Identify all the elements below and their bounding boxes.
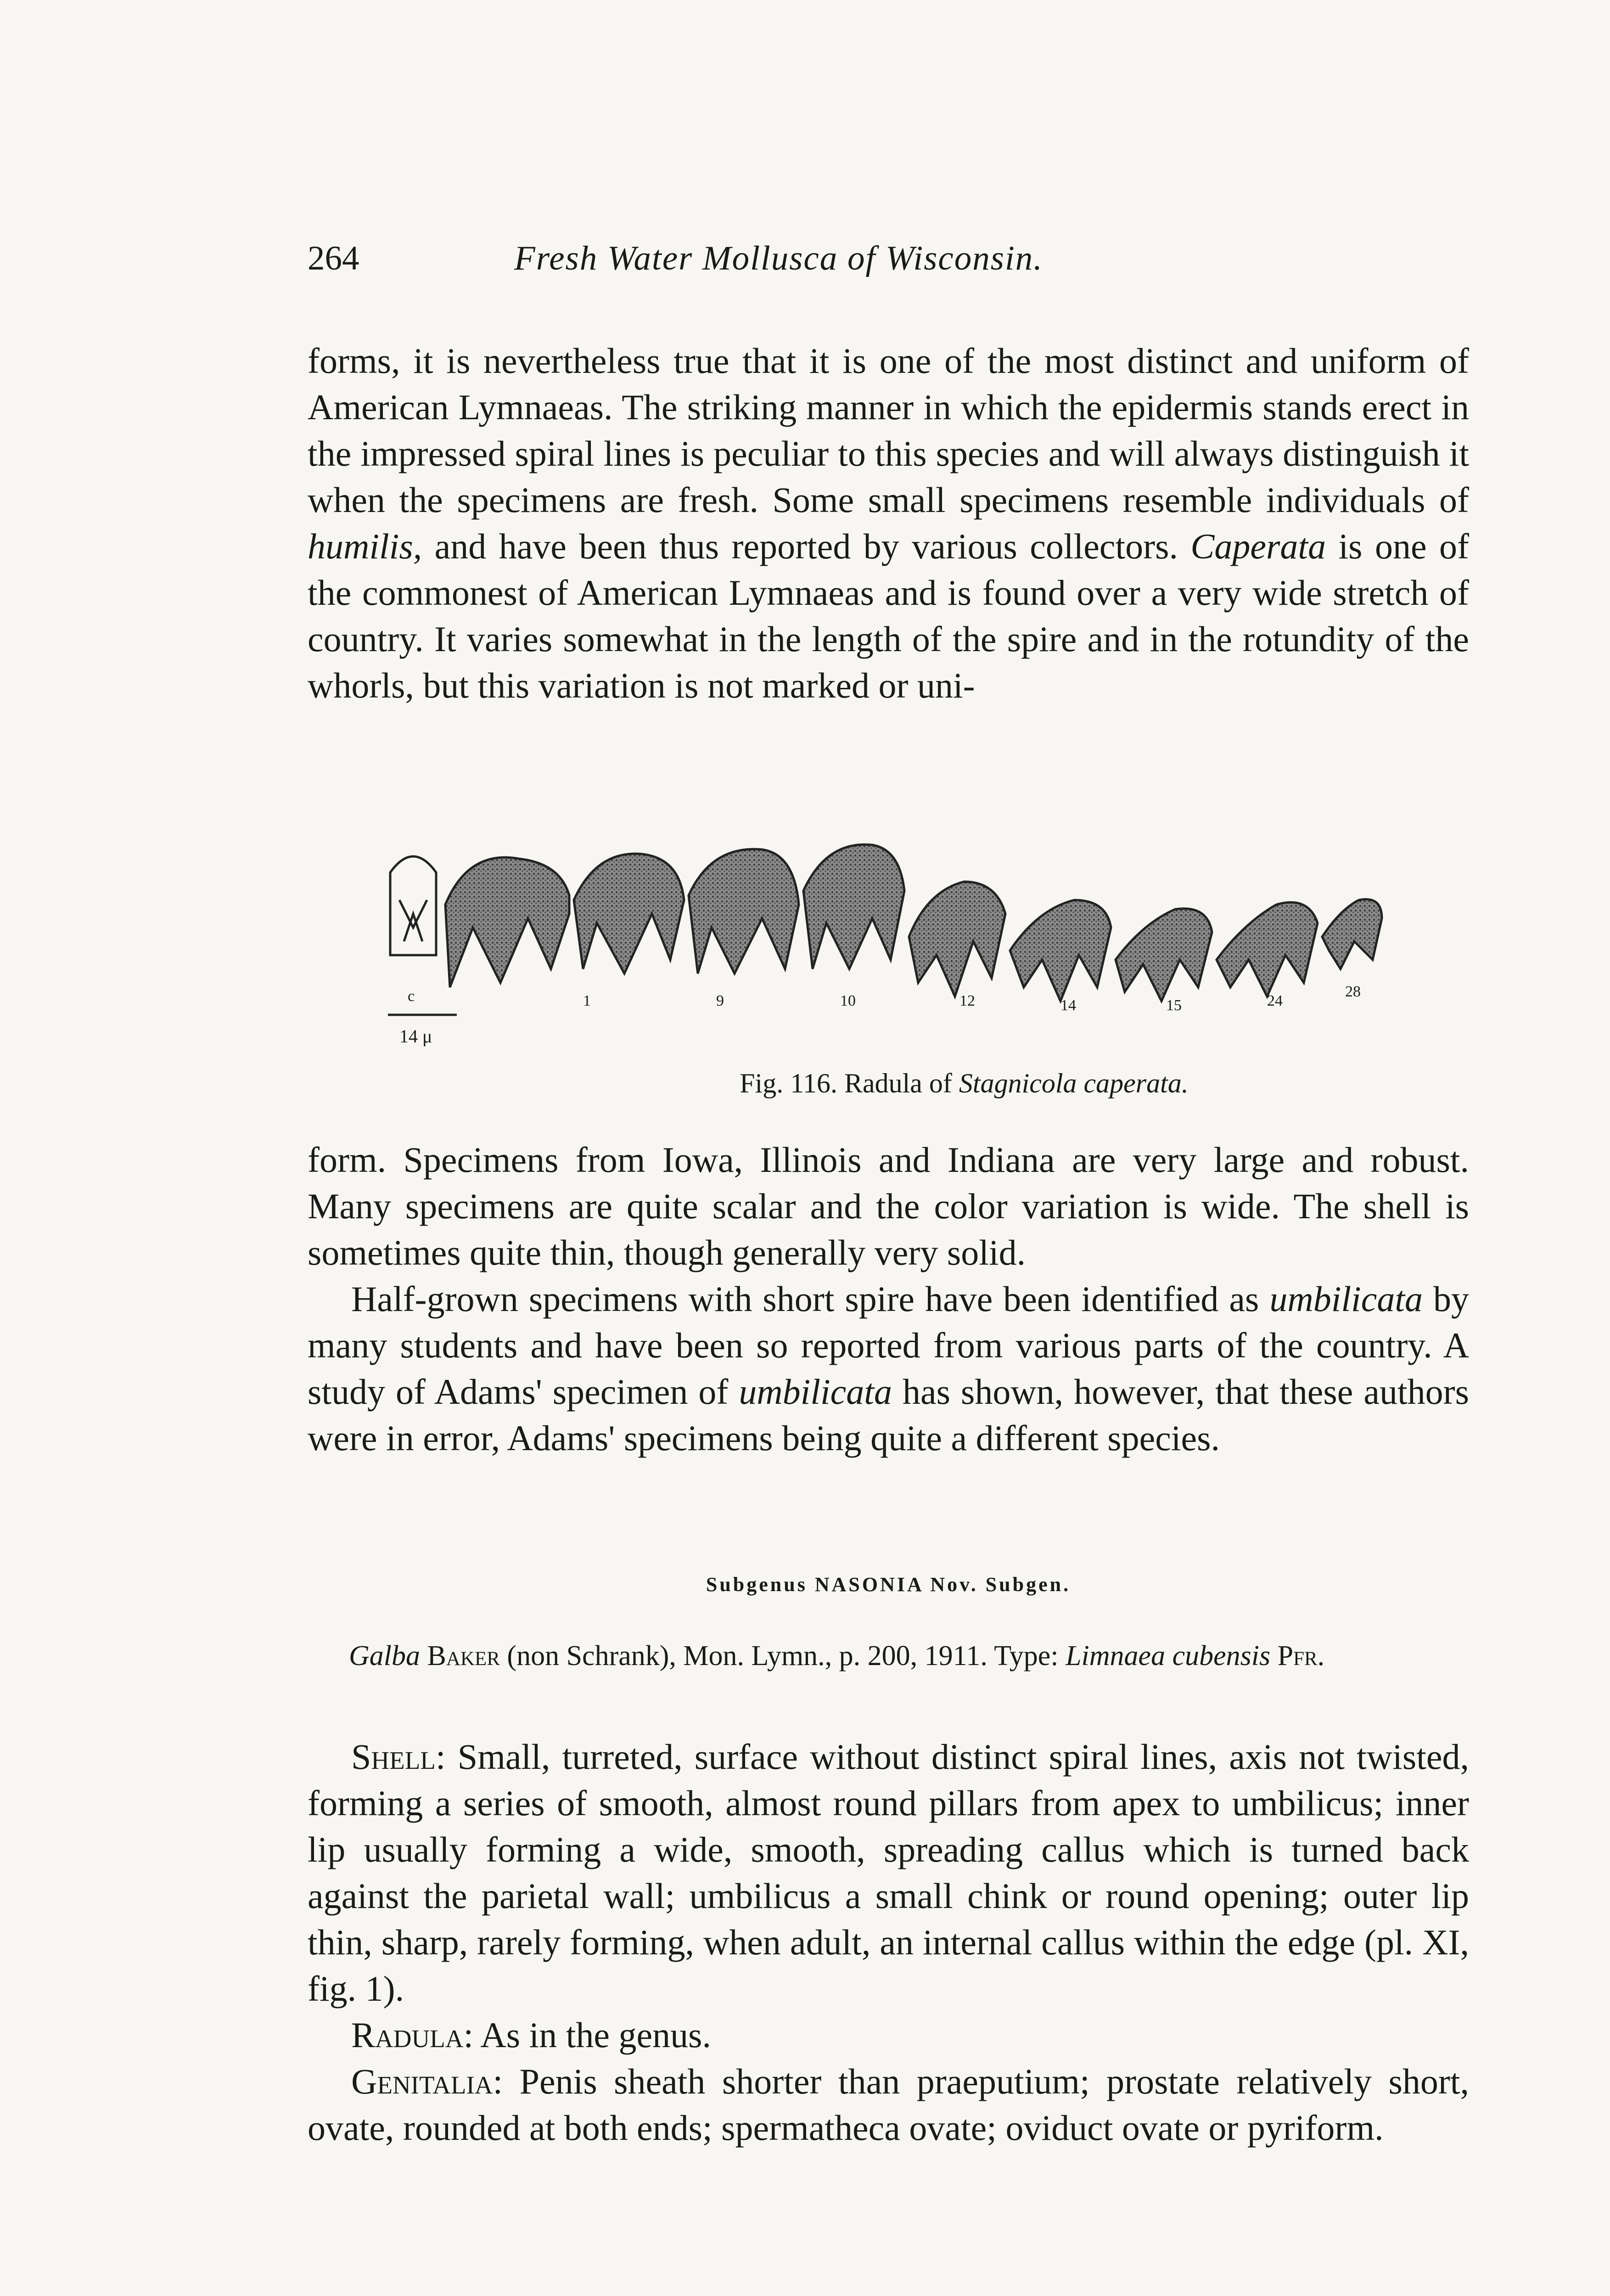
species-name: Caperata xyxy=(1190,526,1326,566)
tooth-number: 1 xyxy=(583,992,591,1009)
species-name: humilis, xyxy=(308,526,422,566)
paragraph-form: form. Specimens from Iowa, Illinois and Indiana are very large and robust. Many specimens are quite scalar and the color variation is wide. The shell is sometimes quite thin, though generally very solid. Half-grown specimens with short spire have been identified as umbilicata by many students and have been so reported from various parts of the country. A study of Adams' specimen of umbilicata has shown, however, that these authors were in error, Adams' specimens being quite a different species. xyxy=(308,1137,1469,1461)
tooth-number: c xyxy=(408,988,415,1005)
tooth-number: 15 xyxy=(1166,997,1182,1014)
radula-figure xyxy=(386,822,1386,1070)
tooth-number: 10 xyxy=(840,992,856,1009)
species-name: umbilicata xyxy=(739,1372,892,1412)
running-title: Fresh Water Mollusca of Wisconsin. xyxy=(514,239,1043,277)
subgenus-heading: Subgenus NASONIA Nov. Subgen. xyxy=(706,1573,1071,1596)
synonymy: Galba Baker (non Schrank), Mon. Lymn., p. 200, 1911. Type: Limnaea cubensis Pfr. xyxy=(349,1640,1325,1671)
tooth-number: 14 xyxy=(1060,997,1076,1014)
radula-drawing xyxy=(386,822,1386,1070)
tooth-number: 24 xyxy=(1267,992,1283,1009)
radula-description: Radula: As in the genus. xyxy=(351,2015,711,2055)
subgenus-description xyxy=(308,1733,1469,2151)
species-name: umbilicata xyxy=(1269,1279,1423,1319)
scale-label: 14 μ xyxy=(399,1026,432,1047)
figure-caption: Fig. 116. Radula of Stagnicola caperata. xyxy=(740,1068,1189,1098)
shell-description: Shell: Small, turreted, surface without distinct spiral lines, axis not twisted, forming a series of smooth, almost round pillars from apex to umbilicus; inner lip usually forming a wide, smooth, spreading callus which is turned back against the parietal wall; umbilicus a small chink or round opening; outer lip thin, sharp, rarely forming, when adult, an internal callus within the edge (pl. XI, fig. 1). xyxy=(308,1737,1469,2009)
tooth-number: 9 xyxy=(716,992,724,1009)
tooth-number: 28 xyxy=(1345,983,1361,1000)
paragraph-half-grown: Half-grown specimens with short spire have been identified as umbilicata by many students and have been so reported from various parts of the country. A study of Adams' specimen of umbilicata has shown, however, that these authors were in error, Adams' specimens being quite a different species. xyxy=(308,1279,1469,1458)
page-number: 264 xyxy=(308,239,359,277)
tooth-number: 12 xyxy=(959,992,975,1009)
genitalia-description: Genitalia: Penis sheath shorter than praeputium; prostate relatively short, ovate, rounded at both ends; spermatheca ovate; oviduct ovate or pyriform. xyxy=(308,2061,1469,2148)
lateral-teeth xyxy=(445,844,904,987)
marginal-teeth xyxy=(909,882,1382,1001)
central-tooth xyxy=(390,856,436,955)
paragraph-forms: forms, it is nevertheless true that it is one of the most distinct and uniform of American Lymnaeas. The striking manner in which the epidermis stands erect in the impressed spiral lines is peculiar to this species and will always distinguish it when the specimens are fresh. Some small specimens resemble individuals of humilis, and have been thus reported by various collectors. Caperata is one of the commonest of American Lymnaeas and is found over a very wide stretch of country. It varies somewhat in the length of the spire and in the rotundity of the whorls, but this variation is not marked or uni- xyxy=(308,341,1469,705)
